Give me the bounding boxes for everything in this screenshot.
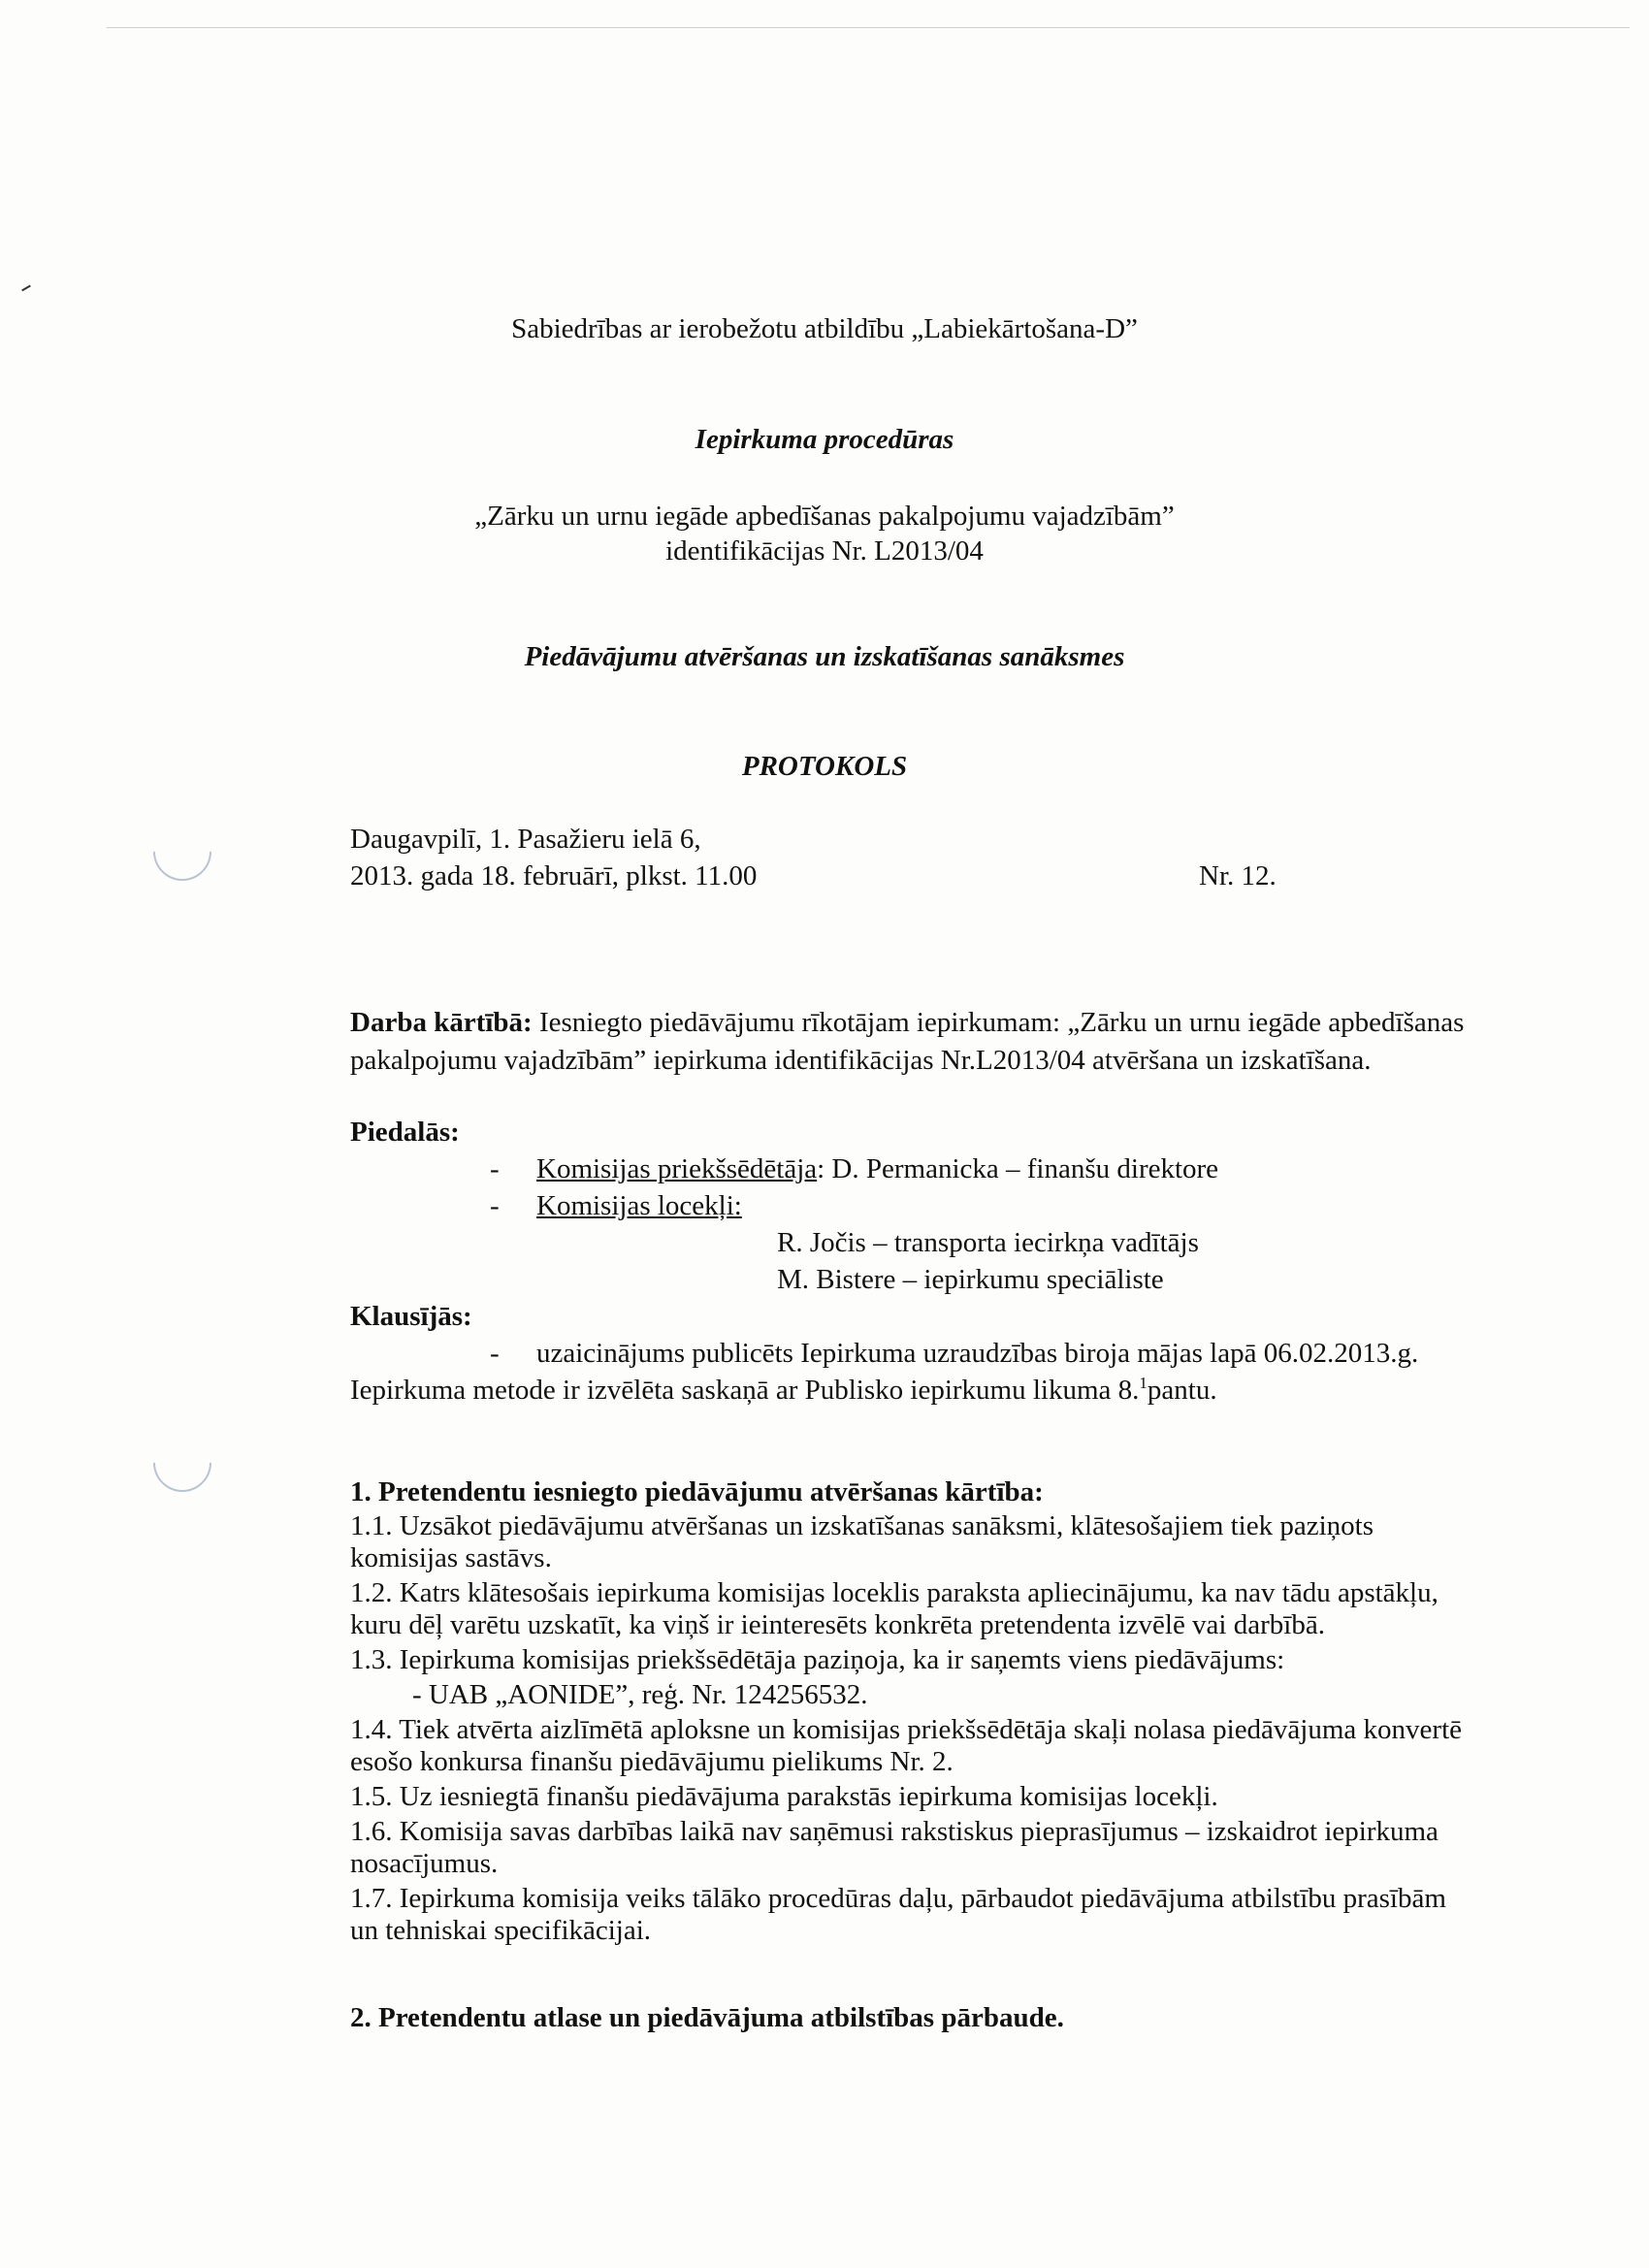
participants-label: Piedalās: [350, 1117, 460, 1148]
list-dash: - [490, 1338, 500, 1369]
footnote-superscript: 1 [1139, 1374, 1148, 1392]
section-1-line: 1.1. Uzsākot piedāvājumu atvēršanas un izskatīšanas sanāksmi, klātesošajiem tiek paziņots [350, 1510, 1374, 1541]
scan-edge-line [107, 27, 1630, 28]
meeting-datetime: 2013. gada 18. februārī, plkst. 11.00 [350, 860, 758, 891]
member-item: R. Jočis – transporta iecirkņa vadītājs [777, 1227, 1199, 1258]
section-1-line: 1.2. Katrs klātesošais iepirkuma komisijas loceklis paraksta apliecinājumu, ka nav tādu apstākļu, [350, 1577, 1439, 1608]
procedure-id: identifikācijas Nr. L2013/04 [665, 535, 984, 567]
punch-hole-mark [142, 811, 224, 893]
chair-label: Komisijas priekšsēdētāja [536, 1153, 818, 1184]
heard-line-2 [350, 1374, 1217, 1407]
punch-hole-mark [142, 1422, 224, 1505]
meeting-title: Piedāvājumu atvēršanas un izskatīšanas sanāksmes [524, 641, 1125, 672]
section-1-line: 1.5. Uz iesniegtā finanšu piedāvājuma parakstās iepirkuma komisijas locekļi. [350, 1781, 1218, 1812]
list-dash: - [490, 1190, 500, 1221]
company-name: Sabiedrības ar ierobežotu atbildību „Labiekārtošana-D” [511, 313, 1138, 344]
procedure-heading: Iepirkuma procedūras [695, 424, 954, 455]
chair-value: : D. Permanicka – finanšu direktore [817, 1153, 1219, 1184]
section-1-line: komisijas sastāvs. [350, 1542, 552, 1573]
section-1-line: 1.4. Tiek atvērta aizlīmētā aploksne un komisijas priekšsēdētāja skaļi nolasa piedāvājuma konvertē [350, 1714, 1462, 1745]
heard-line-2-text: Iepirkuma metode ir izvēlēta saskaņā ar Publisko iepirkumu likuma 8. [350, 1375, 1140, 1406]
heard-label: Klausījās: [350, 1301, 472, 1332]
member-item: M. Bistere – iepirkumu speciāliste [777, 1264, 1164, 1295]
section-1-line: esošo konkursa finanšu piedāvājumu pielikums Nr. 2. [350, 1746, 954, 1777]
section-1-line: 1.7. Iepirkuma komisija veiks tālāko procedūras daļu, pārbaudot piedāvājuma atbilstību prasībām [350, 1883, 1446, 1914]
section-1-line: nosacījumus. [350, 1848, 499, 1879]
scan-corner-mark [21, 285, 31, 292]
chair-line [536, 1152, 1218, 1185]
document-type: PROTOKOLS [741, 751, 908, 782]
heard-line-1: uzaicinājums publicēts Iepirkuma uzraudzības biroja mājas lapā 06.02.2013.g. [536, 1338, 1419, 1369]
agenda-label: Darba kārtībā: [350, 1007, 533, 1038]
members-label: Komisijas locekļi: [536, 1190, 742, 1221]
section-2-title: 2. Pretendentu atlase un piedāvājuma atbilstības pārbaude. [350, 2002, 1064, 2033]
section-1-line: - UAB „AONIDE”, reģ. Nr. 124256532. [412, 1679, 868, 1710]
meeting-address: Daugavpilī, 1. Pasažieru ielā 6, [350, 824, 701, 855]
section-1-line: 1.3. Iepirkuma komisijas priekšsēdētāja paziņoja, ka ir saņemts viens piedāvājums: [350, 1644, 1285, 1675]
section-1-line: un tehniskai specifikācijai. [350, 1915, 652, 1946]
section-1-line: 1.6. Komisija savas darbības laikā nav saņēmusi rakstiskus pieprasījumus – izskaidrot iepirkuma [350, 1816, 1439, 1847]
list-dash: - [490, 1153, 500, 1184]
procedure-name: „Zārku un urnu iegāde apbedīšanas pakalpojumu vajadzībām” [474, 501, 1175, 532]
protocol-number: Nr. 12. [1199, 860, 1277, 891]
heard-line-2-end: pantu. [1147, 1375, 1217, 1406]
agenda-text: Iesniegto piedāvājumu rīkotājam iepirkumam: „Zārku un urnu iegāde apbedīšanas [532, 1007, 1465, 1038]
agenda-line-1 [350, 1006, 1464, 1039]
agenda-line-2: pakalpojumu vajadzībām” iepirkuma identifikācijas Nr.L2013/04 atvēršana un izskatīšana. [350, 1045, 1372, 1076]
section-1-line: kuru dēļ varētu uzskatīt, ka viņš ir ieinteresēts konkrēta pretendenta izvēlē vai darbībā. [350, 1609, 1325, 1640]
section-1-title: 1. Pretendentu iesniegto piedāvājumu atvēršanas kārtība: [350, 1476, 1044, 1507]
